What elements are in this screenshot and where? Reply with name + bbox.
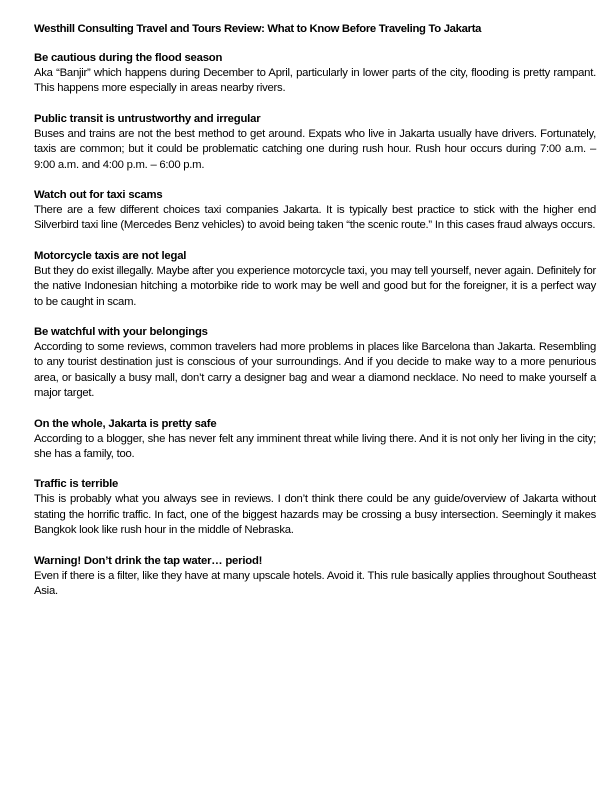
section-body: According to a blogger, she has never felt any imminent threat while living there. And it is not only her living in the city; she has a family, too. xyxy=(34,432,596,460)
section-body: Aka “Banjir” which happens during December to April, particularly in lower parts of the city, flooding is pretty rampant. This happens more especially in areas nearby rivers. xyxy=(34,67,596,95)
section-heading: Traffic is terrible xyxy=(34,478,119,491)
section-flood-season xyxy=(34,51,596,96)
section-body: This is probably what you always see in reviews. I don’t think there could be any guide/overview of Jakarta without stating the horrific traffic. In fact, one of the biggest hazards may be crossing a busy intersection. Seemingly it makes Bangkok look like rush hour in the middle of Nebraska. xyxy=(34,493,596,536)
section-motorcycle-taxis xyxy=(34,249,596,310)
section-heading: Motorcycle taxis are not legal xyxy=(34,250,187,263)
section-heading: On the whole, Jakarta is pretty safe xyxy=(34,417,217,430)
section-heading: Be cautious during the flood season xyxy=(34,52,223,65)
document-page xyxy=(34,22,596,614)
section-traffic xyxy=(34,477,596,538)
document-title: Westhill Consulting Travel and Tours Review: What to Know Before Traveling To Jakarta xyxy=(34,23,482,35)
section-jakarta-safe xyxy=(34,417,596,462)
section-body: Buses and trains are not the best method to get around. Expats who live in Jakarta usually have drivers. Fortunately, taxis are common; but it could be problematic catching one during rush hour. Rush hour occurs during 7:00 a.m. – 9:00 a.m. and 4:00 p.m. – 6:00 p.m. xyxy=(34,128,596,171)
section-body: There are a few different choices taxi companies Jakarta. It is typically best practice to stick with the higher end Silverbird taxi line (Mercedes Benz vehicles) to avoid being taken “the scenic route.” In this cases fraud always occurs. xyxy=(34,204,596,232)
section-tap-water xyxy=(34,554,596,599)
section-heading: Warning! Don’t drink the tap water… period! xyxy=(34,554,263,567)
section-heading: Watch out for taxi scams xyxy=(34,189,163,202)
section-belongings xyxy=(34,325,596,401)
section-taxi-scams xyxy=(34,188,596,233)
section-body: Even if there is a filter, like they have at many upscale hotels. Avoid it. This rule basically applies throughout Southeast Asia. xyxy=(34,569,596,597)
section-heading: Public transit is untrustworthy and irregular xyxy=(34,113,261,126)
section-heading: Be watchful with your belongings xyxy=(34,326,208,339)
section-body: But they do exist illegally. Maybe after you experience motorcycle taxi, you may tell yourself, never again. Definitely for the native Indonesian hitching a motorbike ride to work may be well and good but for the foreigner, it is a perfect way to be caught in scam. xyxy=(34,265,596,308)
section-public-transit xyxy=(34,112,596,173)
section-body: According to some reviews, common travelers had more problems in places like Barcelona than Jakarta. Resembling to any tourist destination just is conscious of your surroundings. And if you decide to make way to a more penurious area, or basically a busy mall, don’t carry a designer bag and wear a diamond necklace. No need to make yourself a major target. xyxy=(34,341,596,399)
